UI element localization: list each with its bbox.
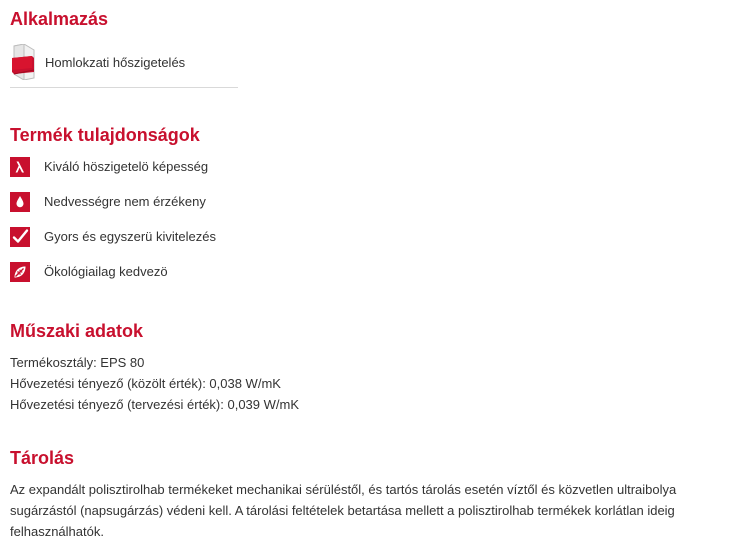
application-item xyxy=(10,44,238,88)
water-drop-icon xyxy=(10,192,30,212)
application-heading: Alkalmazás xyxy=(10,9,109,29)
storage-text: Az expandált polisztirolhab termékeket mechanikai sérüléstől, és tartós tárolás esetén víztől és közvetlen ultraibolya sugárzástól (napsugárzás) védeni kell. A tárolási feltételek betartása mellett a polisztirolhab termékek korlátlan ideig felhasználhatók. xyxy=(10,482,677,539)
storage-heading: Tárolás xyxy=(10,448,75,468)
technical-data xyxy=(10,352,299,415)
lambda-icon xyxy=(10,157,30,177)
technical-data-line: Hővezetési tényező (közölt érték): 0,038 W/mK xyxy=(10,376,281,391)
facade-insulation-icon xyxy=(10,44,36,80)
property-label: Nedvességre nem érzékeny xyxy=(44,194,206,209)
technical-data-heading: Műszaki adatok xyxy=(10,321,144,341)
property-label: Gyors és egyszerü kivitelezés xyxy=(44,229,216,244)
checkmark-icon xyxy=(10,227,30,247)
property-label: Ökológiailag kedvezö xyxy=(44,264,168,279)
technical-data-line: Termékosztály: EPS 80 xyxy=(10,355,145,370)
leaf-icon xyxy=(10,262,30,282)
properties-heading: Termék tulajdonságok xyxy=(10,125,200,145)
application-item-label: Homlokzati hőszigetelés xyxy=(45,55,186,70)
technical-data-line: Hővezetési tényező (tervezési érték): 0,039 W/mK xyxy=(10,397,300,412)
property-label: Kiváló höszigetelö képesség xyxy=(44,159,209,174)
